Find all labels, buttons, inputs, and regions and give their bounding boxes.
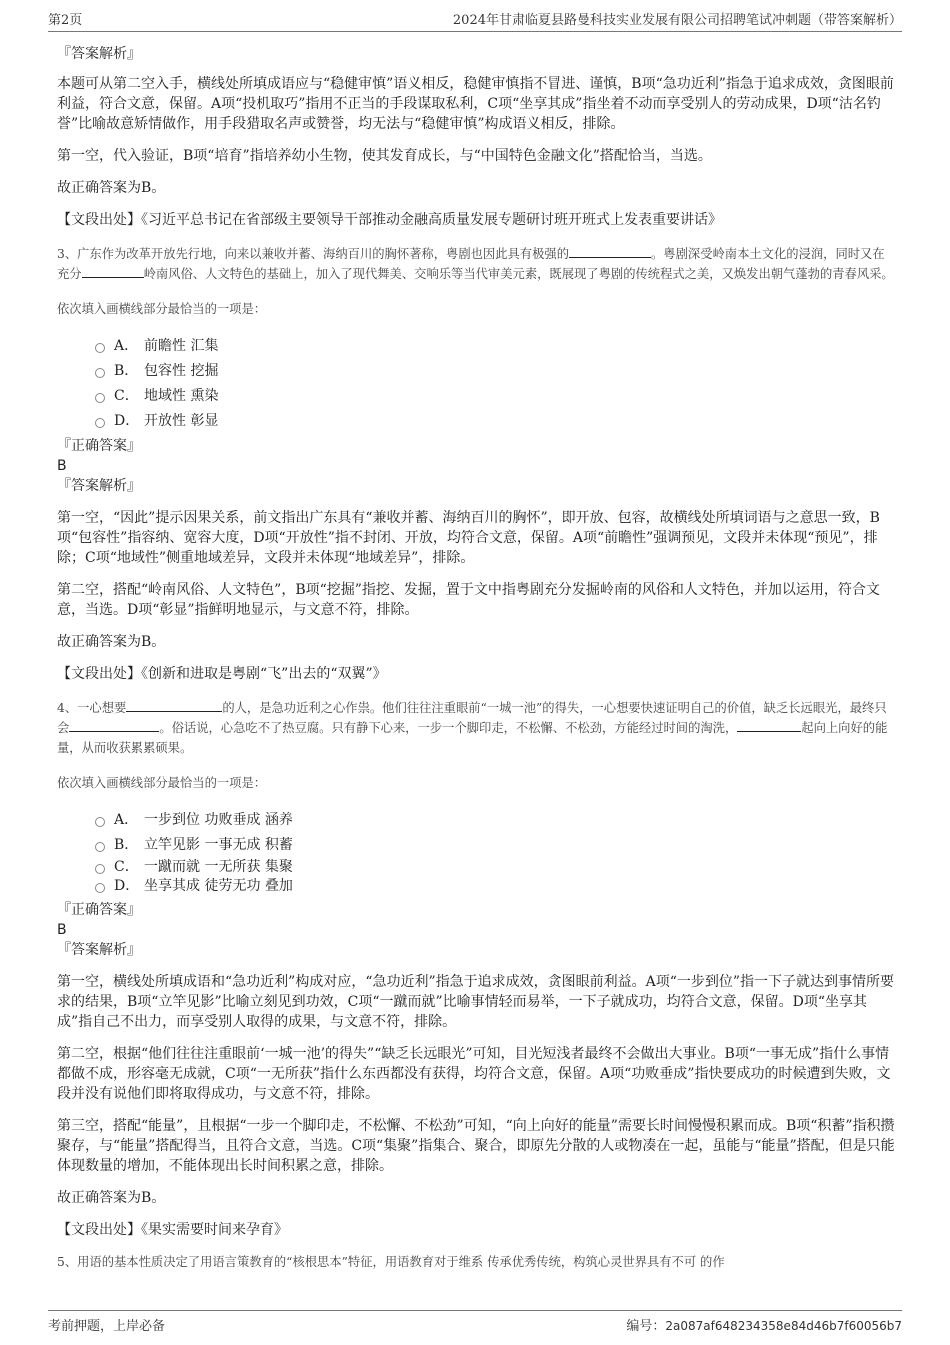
option-d[interactable]: D． 坐享其成 徒劳无功 叠加 (95, 876, 895, 896)
analysis-label: 『答案解析』 (57, 46, 141, 62)
analysis-paragraph: 第二空，根据“他们往往注重眼前‘一城一池’的得失”“缺乏长远眼光”可知，目光短浅者最终不会做出大事业。B项“一事无成”指什么事情都做不成，形容毫无成就，C项“一无所获”指什么东西都没有获得，均符合文意，保留。A项“功败垂成”指快要成功的时候遭到失败，文段并没有说他们即将取得成功，与文意不符，排除。 (57, 1046, 891, 1102)
analysis-paragraph: 第一空，“因此”提示因果关系，前文指出广东具有“兼收并蓄、海纳百川的胸怀”，即开放、包容，故横线处所填词语与之意思一致，B项“包容性”指容纳、宽容大度，D项“开放性”指不封闭、开放，均符合文意，保留。A项“前瞻性”强调预见，文段并未体现“预见”，排除；C项“地域性”侧重地域差异，文段并未体现“地域差异”，排除。 (57, 510, 880, 566)
radio-icon[interactable] (95, 883, 105, 893)
radio-icon[interactable] (95, 343, 105, 353)
footer-slogan: 考前押题，上岸必备 (48, 1319, 166, 1334)
document-title: 2024年甘肃临夏县路曼科技实业发展有限公司招聘笔试冲刺题（带答案解析） (452, 13, 902, 28)
source-citation: 【文段出处】《果实需要时间来孕育》 (57, 1222, 288, 1238)
option-a[interactable]: A． 前瞻性 汇集 (95, 334, 895, 359)
question-3-options (57, 334, 895, 434)
question-4-options (57, 808, 895, 896)
radio-icon[interactable] (95, 368, 105, 378)
page-header (48, 10, 902, 32)
analysis-paragraph: 第三空，搭配“能量”，且根据“一步一个脚印走，不松懈、不松劲”可知，“向上向好的能量”需要长时间慢慢积累而成。B项“积蓄”指积攒聚存，与“能量”搭配得当，且符合文意，当选。C项“集聚”指集合、聚合，即原先分散的人或物凑在一起，虽能与“能量”搭配，但是只能体现数量的增加，不能体现出长时间积累之意，排除。 (57, 1118, 895, 1174)
radio-icon[interactable] (95, 418, 105, 428)
radio-icon[interactable] (95, 817, 105, 827)
analysis-label: 『答案解析』 (57, 942, 141, 958)
analysis-paragraph: 第一空，代入验证，B项“培育”指培养幼小生物，使其发育成长，与“中国特色金融文化”搭配恰当，当选。 (57, 148, 712, 164)
radio-icon[interactable] (95, 864, 105, 874)
document-code: 编号：2a087af648234358e84d46b7f60056b7 (626, 1319, 902, 1334)
answer-conclusion: 故正确答案为B。 (57, 180, 166, 196)
option-b[interactable]: B． 包容性 挖掘 (95, 359, 895, 384)
radio-icon[interactable] (95, 842, 105, 852)
question-prompt: 依次填入画横线部分最恰当的一项是： (57, 776, 267, 790)
answer-conclusion: 故正确答案为B。 (57, 1190, 166, 1206)
page-footer (48, 1310, 902, 1334)
option-b[interactable]: B． 立竿见影 一事无成 积蓄 (95, 833, 895, 858)
fill-blank (569, 244, 651, 258)
question-3-stem: 3、广东作为改革开放先行地，向来以兼收并蓄、海纳百川的胸怀著称，粤剧也因此具有极强的 。粤剧深受岭南本土文化的浸润，同时又在充分 岭南风俗、人文特色的基础上，加入了现代舞美、交响乐等当代审美元素，既展现了粤剧的传统程式之美，又焕发出朝气蓬勃的青春风采。 (57, 244, 895, 284)
question-prompt: 依次填入画横线部分最恰当的一项是： (57, 302, 267, 316)
answer-label: 『正确答案』 (57, 438, 141, 454)
correct-answer: B (57, 458, 67, 474)
fill-blank (82, 264, 144, 278)
fill-blank (737, 718, 801, 732)
option-d[interactable]: D． 开放性 彰显 (95, 409, 895, 434)
answer-conclusion: 故正确答案为B。 (57, 634, 166, 650)
analysis-paragraph: 本题可从第二空入手，横线处所填成语应与“稳健审慎”语义相反，稳健审慎指不冒进、谨慎，B项“急功近利”指急于追求成效，贪图眼前利益，符合文意，保留。A项“投机取巧”指用不正当的手段谋取私利，C项“坐享其成”指坐着不动而享受别人的劳动成果，D项“沽名钓誉”比喻故意矫情做作，用手段猎取名声或赞誉，均无法与“稳健审慎”构成语义相反，排除。 (57, 76, 894, 132)
question-5-stem: 5、用语的基本性质决定了用语言策教育的“核根思本”特征，用语教育对于维系 传承优秀传统，构筑心灵世界具有不可 的作 (57, 1255, 725, 1269)
option-c[interactable]: C． 一蹴而就 一无所获 集聚 (95, 858, 895, 876)
option-c[interactable]: C． 地域性 熏染 (95, 384, 895, 409)
option-a[interactable]: A． 一步到位 功败垂成 涵养 (95, 808, 895, 833)
source-citation: 【文段出处】《习近平总书记在省部级主要领导干部推动金融高质量发展专题研讨班开班式上发表重要讲话》 (57, 212, 722, 228)
document-content (57, 40, 895, 1302)
analysis-label: 『答案解析』 (57, 478, 141, 494)
page-number: 第2页 (48, 13, 83, 28)
source-citation: 【文段出处】《创新和进取是粤剧“飞”出去的“双翼”》 (57, 666, 387, 682)
analysis-paragraph: 第一空，横线处所填成语和“急功近利”构成对应，“急功近利”指急于追求成效，贪图眼前利益。A项“一步到位”指一下子就达到事情所要求的结果，B项“立竿见影”比喻立刻见到功效，C项“一蹴而就”比喻事情轻而易举，一下子就成功，均符合文意，保留。D项“坐享其成”指自己不出力，而享受别人取得的成果，与文意不符，排除。 (57, 974, 895, 1030)
analysis-paragraph: 第二空，搭配“岭南风俗、人文特色”，B项“挖掘”指挖、发掘，置于文中指粤剧充分发掘岭南的风俗和人文特色，并加以运用，符合文意，当选。D项“彰显”指鲜明地显示，与文意不符，排除。 (57, 582, 880, 618)
radio-icon[interactable] (95, 393, 105, 403)
question-4-stem: 4、一心想要 的人，是急功近利之心作祟。他们往往注重眼前“一城一池”的得失，一心想要快速证明自己的价值，缺乏长远眼光，最终只会 。俗话说，心急吃不了热豆腐。只有静下心来，一步一个脚印走，不松懈、不松劲，方能经过时间的淘洗， 起向上向好的能量，从而收获累累硕果。 (57, 698, 895, 758)
fill-blank (69, 718, 159, 732)
correct-answer: B (57, 922, 67, 938)
answer-label: 『正确答案』 (57, 902, 141, 918)
fill-blank (126, 698, 222, 712)
